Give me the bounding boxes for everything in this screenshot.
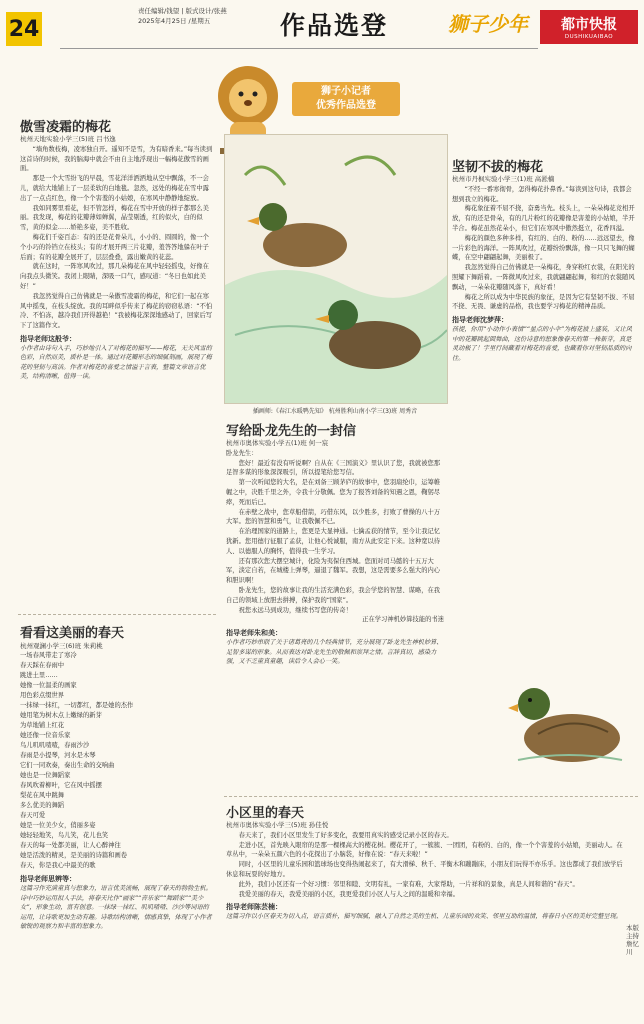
duck-illustration [508, 664, 628, 768]
section-divider [224, 796, 638, 797]
poem-line: 她轻轻地笑，鸟儿笑，花儿也笑 [20, 832, 109, 839]
article-paragraph: 梅花之所以成为中华民族的象征，是因为它有坚韧不拔、不屈不挠、无畏、谦虚的品格，我也要学习梅花的精神品质。 [452, 293, 635, 311]
poem-line: 它们一同欢奏，奏出生命的交响曲 [20, 762, 115, 769]
poem-line: 用色彩点缀世界 [20, 692, 65, 699]
painting-caption: 插画师:《春江水暖鸭先知》 杭州胜利山南小学三(3)班 周秀音 [252, 408, 418, 415]
section-banner [292, 82, 400, 116]
poem-line: 多么优美的舞蹈 [20, 802, 65, 809]
banner-line2: 优秀作品选登 [316, 100, 376, 111]
teacher-note: 这篇习作充满童真与想象力，语言优美流畅，展现了春天的勃勃生机。诗中巧妙运用拟人手法，将春天比作“画家”“音乐家”“舞蹈家”“美少女”，形象生动，富有创意。一抹绿一抹红、叽叽喳喳、沙沙等词语的运用，让诗歌更加生动有趣。诗歌结构清晰，情感真挚，体现了小作者敏锐的观察力和丰富的想象力。 [20, 885, 212, 930]
article-paragraph: 梅花象征着不屈不挠，奋勇当先。枝头上，一朵朵梅花竞相开放，有的还是骨朵，有的几片粉红的花瓣像是害羞的小姑娘，半开半合。梅花虽然花朵小，但它们在寒风中傲然挺立，花香四溢。 [452, 205, 635, 232]
article-byline: 杭州天地实验小学三(5)班 吕书逸 [20, 135, 116, 143]
article-plum-resilient [452, 156, 636, 363]
duck-painting [224, 134, 448, 404]
article-paragraph: 在治理国家的道路上，您更是大显神通。七擒孟获的情节，至今让我记忆犹新。您用德行征服了孟获，让他心悦诚服，南方从此安定下来。这种宽以待人、以德服人的胸怀，值得我一生学习。 [226, 528, 441, 555]
article-paragraph: “墙角数枝梅，凌寒独自开。遥知不是雪，为有暗香来。”每当读到这首诗的时候，我的脑海中就会不由自主地浮现出一幅梅花傲雪的画面。 [20, 145, 213, 173]
letter-signature: 正在学习神机妙算技能的书迷 [362, 616, 444, 624]
article-paragraph: 我爱美丽的春天，我爱美丽的小区，我更爱我们小区人与人之间的温暖和幸福。 [238, 890, 459, 898]
article-paragraph: 就在这时，一阵寒风吹过，那几朵梅花在风中轻轻摇曳，好像在向我点头微笑。我闭上眼睛，深吸一口气，感叹道：“冬日也如此美好！” [20, 263, 209, 290]
article-community-spring [226, 802, 626, 922]
article-byline: 杭州市奥体实验小学三(5)班 孙佳悦 [226, 821, 329, 829]
article-paragraph: 第一次听闻您的大名，是在刘备三顾茅庐的故事中，您羽扇纶巾，运筹帷幄之中，决胜千里之外，令我十分敬佩。您为了报答刘备的知遇之恩，鞠躬尽瘁，死而后已。 [226, 479, 441, 506]
article-title: 写给卧龙先生的一封信 [226, 424, 357, 439]
teacher-note-heading: 指导老师朱和美： [226, 629, 282, 638]
poem-line: 她用笔为树木点上嫩绿的新芽 [20, 712, 102, 719]
poem-line: 梨花在风中跳舞 [20, 792, 65, 799]
letter-salute: 卧龙先生： [226, 449, 258, 457]
article-paragraph: 春天来了，我们小区里发生了好多变化，我要用真实的感受记录小区的春天。 [238, 831, 453, 839]
article-paragraph: 您好！最近有没有听说啊？自从在《三国演义》里认识了您，我就被您那足智多谋的形象深深吸引，所以提笔给您写信。 [226, 459, 441, 477]
poem-line: 她是一位美少女，俏丽多姿 [20, 822, 96, 829]
poem-byline: 杭州观澜小学三(6)班 朱莉桃 [20, 642, 103, 650]
article-paragraph: 卧龙先生，您的故事让我的生活充满色彩，我会学您的智慧、谋略，在我自己的领域上放胆去拼搏，保护我的“国家”。 [226, 586, 441, 604]
article-paragraph: “不经一番寒彻骨，怎得梅花扑鼻香。”每读到这句诗，我都会想到我立的梅花。 [452, 185, 632, 203]
poem-line: 她也是一位舞蹈家 [20, 772, 71, 779]
teacher-note: 这篇习作以小区春天为切入点，语言质朴，描写细腻，融入了自然之美的生机、儿童乐园的欢笑、邻里互助的温情，将春日小区的美好完整呈现。 [226, 913, 622, 921]
article-paragraph: 祝您永远马到成功，继续书写您的传奇！ [238, 606, 352, 614]
poem-title: 看看这美丽的春天 [20, 626, 125, 641]
brand-script-logo: 狮子少年 [448, 12, 528, 36]
page-number: 24 [6, 12, 42, 46]
article-byline: 杭州市丹枫实验小学三(1)班 高淞楠 [452, 175, 555, 183]
article-title: 小区里的春天 [226, 806, 305, 821]
article-paragraph: 走进小区，首先映入眼帘的是那一棵棵高大的樱花树。樱花开了，一簇簇、一团团，有粉的、白的，像一个个害羞的小姑娘，美丽动人。在草丛中，一朵朵五颜六色的小花探出了小脑袋，好像在说：“春天来啦！” [226, 841, 623, 859]
article-paragraph: 在赤壁之战中，您草船借箭，巧借东风，以少胜多，打败了曹操的八十万大军。您的智慧和勇气，让我敬佩不已。 [226, 508, 441, 526]
article-paragraph: 梅花的颜色多种多样，有红的、白的、粉的……远远望去，像一片彩色的海洋。一阵风吹过，花瓣纷纷飘落，像一只只飞舞的蝴蝶，在空中翩翩起舞，美丽极了。 [452, 234, 635, 262]
brand-name: 都市快报 [561, 17, 617, 33]
date-line: 2025年4月25日 /星期五 [138, 17, 211, 25]
article-title: 坚韧不拔的梅花 [452, 160, 544, 175]
teacher-note: 小作者由诗句入手，巧妙地引入了对梅花的描写——梅花，无关风雪的色彩，自然而美，质朴是一体。通过对花瓣形态的细腻刻画，展现了梅花的坚韧与高洁。作者对梅花的喜爱之情溢于言表，整篇文章语言优美，结构清晰，值得一读。 [20, 344, 212, 381]
edition-meta [138, 6, 227, 26]
article-paragraph: 同时，小区里的儿童乐园和篮球场也变得热闹起来了，有大滑梯、秋千、平衡木和蹦蹦床，小朋友们玩得不亦乐乎。这也都成了我们放学后休息和玩耍的好地方。 [226, 861, 623, 878]
poem-line: 春风吹着柳叶，它在风中摇摆 [20, 782, 102, 789]
teacher-note-heading: 指导老师思辨等： [20, 875, 76, 883]
poem-line: 跳进土里…… [20, 672, 58, 679]
editor-line: 责任编辑/钱望 | 版式设计/张燕 [138, 7, 227, 15]
article-paragraph: 梅花们千姿百态：有的还是花骨朵儿，小小的、圆圆的，像一个个小巧的铃铛立在枝头；有的才展开两三片花瓣，羞答答地躲在叶子后面；有的花瓣全展开了，层层叠叠，露出嫩黄的花蕊。 [20, 233, 209, 261]
header-divider [60, 48, 538, 49]
column-divider [18, 614, 216, 615]
article-plum-snow [20, 116, 214, 382]
poem-line: 为草地铺上红花 [20, 722, 65, 729]
teacher-note-heading: 指导老师陈芸楠： [226, 903, 282, 912]
article-paragraph: 我忽然觉得自己仿佛就是一朵梅花，身穿粉红衣裳，在阳光的照耀下舞蹈着。一阵微风吹过来，我就翩翩起舞，和红的衣裳随风飘动，一朵朵花瓣随风落下，真好看！ [452, 264, 635, 291]
article-paragraph: 还有那次您大摆空城计，化险为夷保住西城。您面对司马懿的十五万大军，淡定自若，在城楼上弹琴，逼退了魏军。我想，这是需要多么强大的内心和胆识啊！ [226, 557, 441, 585]
article-paragraph: 那是一个大雪纷飞的早晨，雪花洋洋洒洒地从空中飘落，不一会儿，就给大地铺上了一层柔软的白地毯。忽然，远处的梅花在雪中露出了一点点红色，像一个个害羞的小姑娘，在寒风中静静地绽放。 [20, 175, 209, 202]
brand-en: DUSHIKUAIBAO [564, 34, 614, 40]
teacher-note: 小作者巧妙串联了关于诸葛亮的几个经典情节，充分展现了卧龙先生神机妙算、足智多谋的形象。从而表达对卧龙先生的敬佩和崇拜之情。言辞真切，感染力强，又不乏童真童趣，读后令人会心一笑。 [226, 639, 443, 666]
poem-line: 春天的每一处都美丽，让人心醉神往 [20, 842, 121, 849]
article-title: 傲雪凌霜的梅花 [20, 120, 112, 135]
teacher-note-heading: 指导老师这般爷： [20, 334, 76, 343]
poem-line: 一场春风带走了寒冷 [20, 652, 77, 659]
teacher-note: 孩提，你用“小动作小表情”“星点的小伞”为梅花披上盛装，又让风中的花瓣跳起圆舞曲，这份诗意的想象像春天的第一株新芽，真是灵动极了！字里行间藏着对梅花的喜爱，也藏着你对坚韧品质的向往。 [452, 326, 632, 362]
article-letter [226, 420, 444, 667]
banner-line1: 狮子小记者 [321, 86, 371, 97]
poem-line: 她是活泼的精灵，是美丽的诗篇和画卷 [20, 852, 128, 859]
teacher-note-heading: 指导老师沈梦萍： [452, 316, 508, 325]
article-byline: 杭州市奥体实验小学五(1)班 何一宸 [226, 439, 329, 447]
poem-line: 春雨是小提琴，河水是木琴 [20, 752, 96, 759]
poem-line: 春天可爱 [20, 812, 46, 819]
poem-line: 鸟儿叽叽喳喳，春雨沙沙 [20, 742, 90, 749]
article-paragraph: 此外，我们小区还有一个好习惯：邻里和睦、文明有礼，一家有难，大家帮助，一片祥和的景象，真是人间和谐的“春天”。 [238, 880, 579, 888]
poem-spring [20, 622, 214, 932]
poem-line: 一抹绿一抹红，一切都红，都是她的杰作 [20, 702, 134, 709]
article-paragraph: 我忽然觉得自己仿佛就是一朵傲雪凌霜的梅花，和它们一起在寒风中摇曳，在枝头绽放。我的耳畔似乎传来了梅花的窃窃私语：“不怕冷、不怕冻，越冷我们开得越艳！”我被梅花深深地感动了，回家后写下了这篇作文。 [20, 292, 213, 330]
brand-logo [540, 10, 638, 44]
poem-line: 她像一位温柔的画家 [20, 682, 77, 689]
poem-line: 春天踩在春雨中 [20, 662, 65, 669]
page-host-credit: 本版主持 詹忆川 [626, 924, 639, 956]
article-paragraph: 我如同雾里看花，但不管怎样，梅花在雪中开放的样子都那么美丽。我发现，梅花的花瓣薄如蝉翼，晶莹剔透，红的似火，白的似雪，黄的似金……娇艳多姿，美不胜收。 [20, 204, 209, 232]
poem-line: 她还像一位音乐家 [20, 732, 71, 739]
section-title: 作品选登 [280, 11, 389, 40]
poem-line: 春天，你是我心中最美的歌 [20, 862, 96, 869]
poem-lines [20, 651, 214, 871]
